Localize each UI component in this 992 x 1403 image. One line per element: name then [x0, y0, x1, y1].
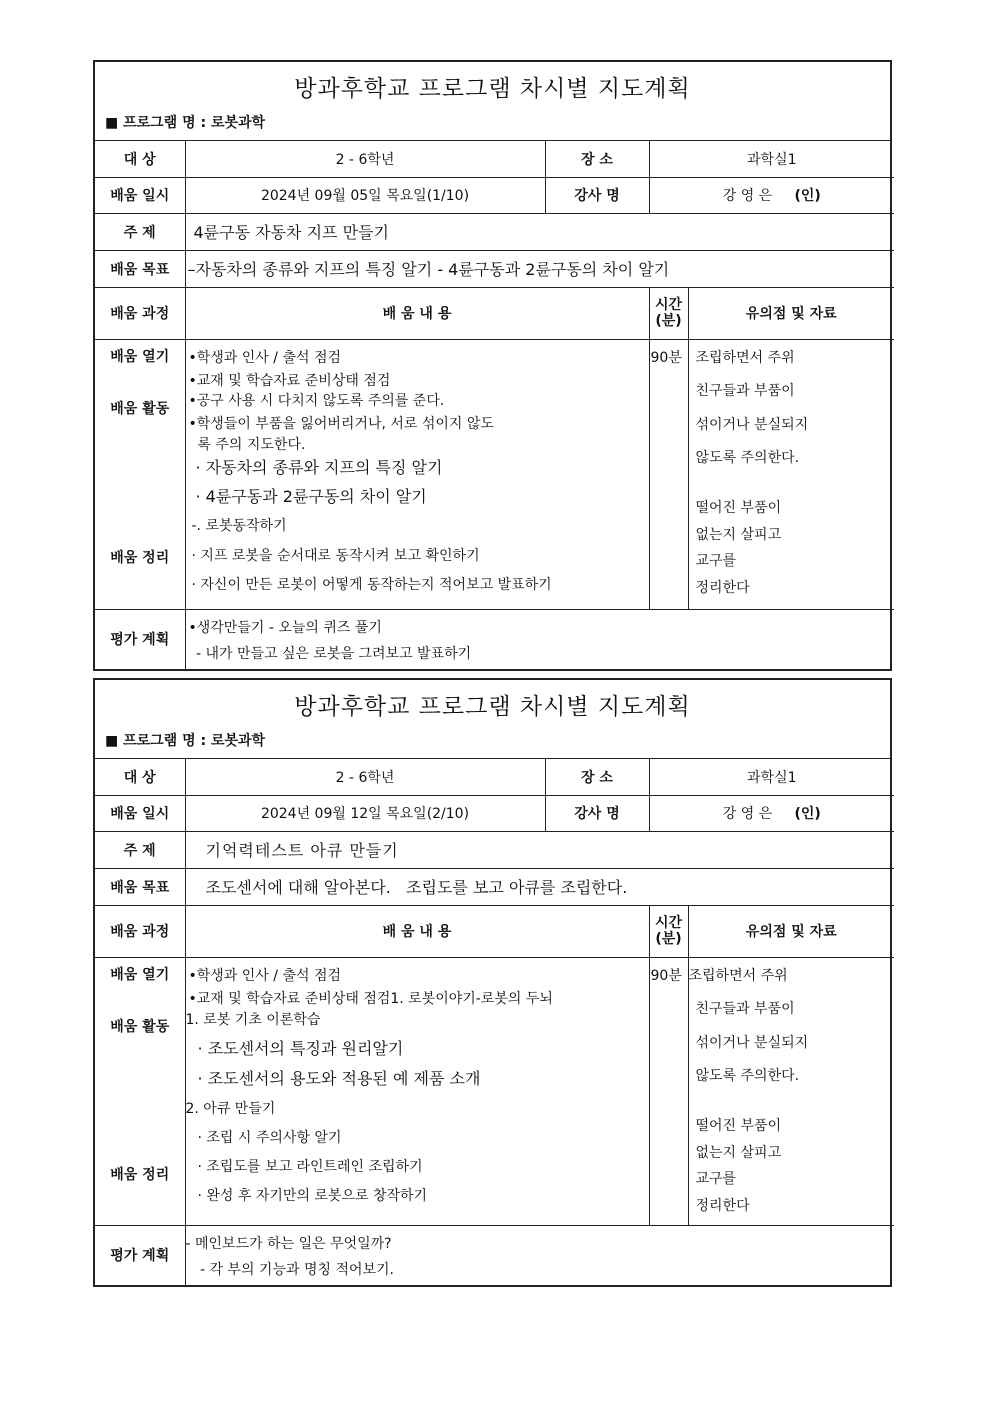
- eval-cell: [185, 1225, 894, 1285]
- content-label: 배 움 내 용: [185, 287, 649, 339]
- content-line: •학생과 인사 / 출석 점검: [188, 349, 341, 366]
- time-cell: [649, 957, 688, 1225]
- notes-label: 유의점 및 자료: [688, 905, 894, 957]
- content-line: · 조립 시 주의사항 알기: [197, 1129, 342, 1146]
- eval-label: 평가 계획: [95, 1225, 185, 1285]
- note-line: 친구들과 부품이: [695, 382, 795, 399]
- content-line: 2. 아큐 만들기: [185, 1100, 276, 1117]
- note-line: 교구를: [695, 1170, 737, 1187]
- subject-value: 4륜구동 자동차 지프 만들기: [185, 213, 894, 250]
- time-value: 90분: [650, 967, 682, 984]
- content-cell: [185, 957, 649, 1225]
- note-line: 조립하면서 주위: [695, 349, 795, 366]
- time-label-bottom: (분): [655, 313, 682, 329]
- time-value: 90분: [650, 349, 682, 366]
- notes-cell: [688, 339, 894, 609]
- target-label: 대 상: [95, 141, 185, 177]
- content-line: •공구 사용 시 다치지 않도록 주의를 준다.: [188, 392, 445, 409]
- stage-open: 배움 열기: [110, 966, 170, 983]
- date-label: 배움 일시: [95, 795, 185, 831]
- stage-cell: [95, 339, 185, 609]
- plan-header: [95, 62, 890, 141]
- time-label-bottom: (분): [655, 931, 682, 947]
- content-line: •학생들이 부품을 잃어버리거나, 서로 섞이지 않도: [188, 415, 494, 432]
- subject-label: 주 제: [95, 213, 185, 250]
- note-line: 정리한다: [695, 579, 750, 596]
- place-value: 과학실1: [649, 759, 894, 795]
- place-label: 장 소: [545, 759, 649, 795]
- eval-label: 평가 계획: [95, 609, 185, 669]
- plan-table: [95, 141, 894, 669]
- note-line: 정리한다: [695, 1197, 750, 1214]
- teacher-cell: [649, 795, 894, 831]
- teacher-label: 강사 명: [545, 177, 649, 213]
- note-line: 않도록 주의한다.: [695, 1067, 800, 1084]
- notes-cell: [688, 957, 894, 1225]
- note-line: 섞이거나 분실되지: [695, 1034, 809, 1051]
- content-line: · 조도센서의 특징과 원리알기: [197, 1038, 404, 1058]
- teacher-name: 강 영 은: [722, 188, 773, 204]
- content-line: · 조도센서의 용도와 적용된 예 제품 소개: [197, 1068, 481, 1088]
- subject-value: 기억력테스트 아큐 만들기: [185, 831, 894, 868]
- content-label: 배 움 내 용: [185, 905, 649, 957]
- stage-cell: [95, 957, 185, 1225]
- target-value: 2 - 6학년: [185, 759, 545, 795]
- note-line: 없는지 살피고: [695, 1144, 782, 1161]
- seal-mark: (인): [794, 806, 821, 822]
- date-value: 2024년 09월 05일 목요일(1/10): [185, 177, 545, 213]
- content-cell: [185, 339, 649, 609]
- date-label: 배움 일시: [95, 177, 185, 213]
- lesson-plan-1: [93, 60, 892, 671]
- content-line: · 조립도를 보고 라인트레인 조립하기: [197, 1158, 423, 1175]
- content-line: · 자동차의 종류와 지프의 특징 알기: [195, 457, 443, 477]
- content-line: · 4륜구동과 2륜구동의 차이 알기: [195, 486, 427, 506]
- plan-header: [95, 680, 890, 759]
- target-label: 대 상: [95, 759, 185, 795]
- note-line: 교구를: [695, 552, 737, 569]
- time-cell: [649, 339, 688, 609]
- notes-label: 유의점 및 자료: [688, 287, 894, 339]
- goal-value: –자동차의 종류와 지프의 특징 알기 - 4륜구동과 2륜구동의 차이 알기: [185, 250, 894, 287]
- note-line: 친구들과 부품이: [695, 1000, 795, 1017]
- time-label-top: 시간: [654, 297, 683, 313]
- lesson-plan-2: [93, 678, 892, 1287]
- content-line: · 완성 후 자기만의 로봇으로 창작하기: [197, 1187, 428, 1204]
- teacher-cell: [649, 177, 894, 213]
- stage-open: 배움 열기: [110, 348, 170, 365]
- note-line: 조립하면서 주위: [688, 967, 788, 984]
- content-line: 록 주의 지도한다.: [188, 436, 306, 453]
- eval-line: - 내가 만들고 싶은 로봇을 그려보고 발표하기: [191, 645, 472, 662]
- stage-activity: 배움 활동: [110, 400, 170, 417]
- note-line: 않도록 주의한다.: [695, 449, 800, 466]
- eval-line: - 메인보드가 하는 일은 무엇일까?: [185, 1235, 392, 1252]
- content-line: · 지프 로봇을 순서대로 동작시켜 보고 확인하기: [191, 547, 480, 564]
- stage-close: 배움 정리: [110, 549, 170, 566]
- content-line: •교재 및 학습자료 준비상태 점검1. 로봇이야기-로봇의 두뇌: [188, 990, 553, 1007]
- content-line: •교재 및 학습자료 준비상태 점검: [188, 372, 391, 389]
- plan-title: 방과후학교 프로그램 차시별 지도계획: [294, 694, 691, 720]
- content-line: -. 로봇동작하기: [191, 517, 287, 534]
- note-line: 없는지 살피고: [695, 526, 782, 543]
- teacher-name: 강 영 은: [722, 806, 773, 822]
- goal-label: 배움 목표: [95, 250, 185, 287]
- goal-label: 배움 목표: [95, 868, 185, 905]
- plan-table: [95, 759, 894, 1285]
- eval-line: •생각만들기 - 오늘의 퀴즈 풀기: [188, 619, 382, 636]
- teacher-label: 강사 명: [545, 795, 649, 831]
- time-label: [649, 287, 688, 339]
- place-label: 장 소: [545, 141, 649, 177]
- note-line: 떨어진 부품이: [695, 499, 782, 516]
- stage-close: 배움 정리: [110, 1166, 170, 1183]
- content-line: •학생과 인사 / 출석 점검: [188, 967, 341, 984]
- time-label: [649, 905, 688, 957]
- program-name: ■ 프로그램 명 : 로봇과학: [105, 733, 266, 749]
- place-value: 과학실1: [649, 141, 894, 177]
- eval-line: - 각 부의 기능과 명칭 적어보기.: [195, 1261, 394, 1278]
- process-label: 배움 과정: [95, 905, 185, 957]
- target-value: 2 - 6학년: [185, 141, 545, 177]
- process-label: 배움 과정: [95, 287, 185, 339]
- seal-mark: (인): [794, 188, 821, 204]
- content-line: · 자신이 만든 로봇이 어떻게 동작하는지 적어보고 발표하기: [191, 576, 552, 593]
- program-name: ■ 프로그램 명 : 로봇과학: [105, 115, 266, 131]
- time-label-top: 시간: [654, 915, 683, 931]
- date-value: 2024년 09월 12일 목요일(2/10): [185, 795, 545, 831]
- note-line: 떨어진 부품이: [695, 1117, 782, 1134]
- subject-label: 주 제: [95, 831, 185, 868]
- note-line: 섞이거나 분실되지: [695, 416, 809, 433]
- eval-cell: [185, 609, 894, 669]
- goal-value: 조도센서에 대해 알아본다. 조립도를 보고 아큐를 조립한다.: [185, 868, 894, 905]
- plan-title: 방과후학교 프로그램 차시별 지도계획: [294, 76, 691, 102]
- stage-activity: 배움 활동: [110, 1018, 170, 1035]
- content-line: 1. 로봇 기초 이론학습: [185, 1011, 321, 1028]
